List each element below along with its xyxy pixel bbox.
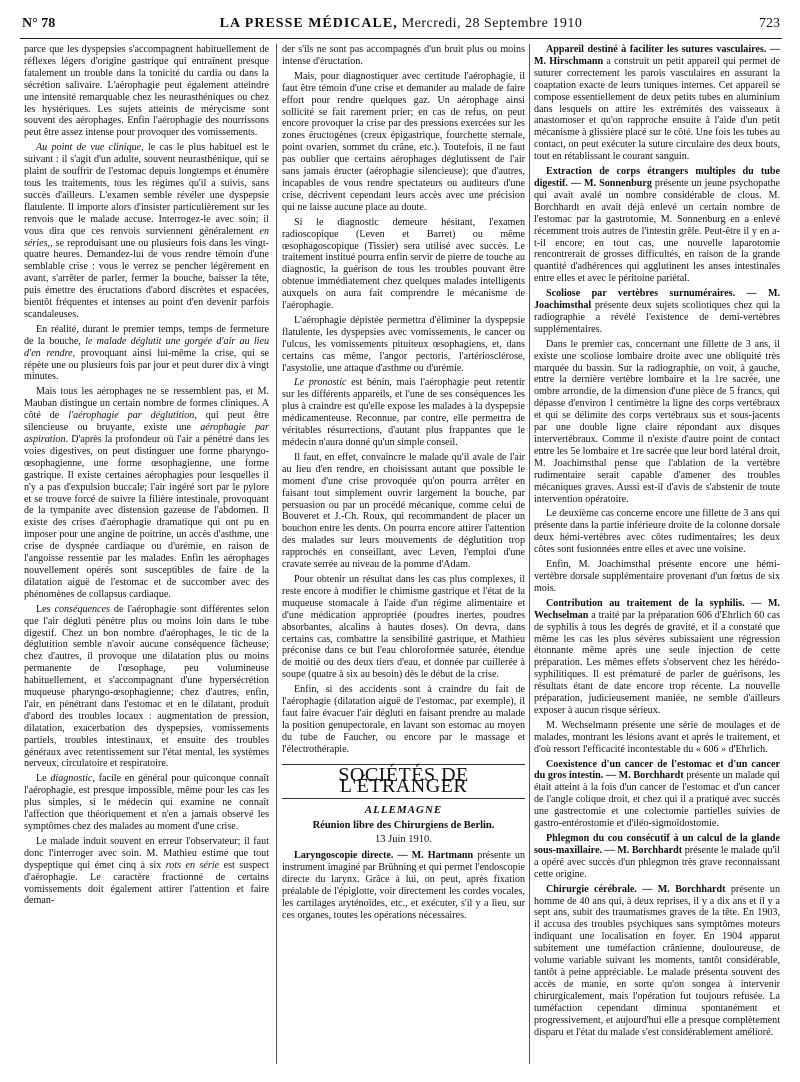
page-header [22, 16, 780, 38]
column-3 [534, 44, 780, 1041]
column-1 [24, 44, 269, 910]
paragraph: Au point de vue clinique, le cas le plus habituel est le suivant : il s'agit d'un adulte, souvent neurasthénique, qui se plaint de souffrir de l'estomac depuis longtemps et énumère tous les traitements, tous les régimes qu'il a suivis, sans succès d'ailleurs. L'examen semble révéler une dyspepsie flatulente. Il importe alors d'insister particulièrement sur les renvois que le malade accuse. Interrogez-le avec soin; il vous dira que ces renvois surviennent généralement en séries,, se reproduisant une ou plusieurs fois dans les vingt-quatre heures. Demandez-lui de vous rendre témoin d'une semblable crise : vous le verrez se pencher légèrement en avant, s'arrêter de parler, fermer la bouche, baisser la tête, puis émettre des éructations d'abord discrètes et espacées, bientôt fréquentes et intenses au point d'en devenir parfois scandaleuses. [24, 142, 269, 320]
paragraph: Appareil destiné à faciliter les sutures vasculaires. — M. Hirschmann a construit un petit appareil qui permet de suturer correctement les parois vasculaires en assurant la coaptation exacte de leurs tuniques internes. Cet appareil se compose essentiellement de deux petits tubes en aluminium dans lesquels on attire les extrémités des vaisseaux à anastomoser et qu'on rapproche ensuite à l'aide d'un petit mécanisme à glissière placé sur le côté. Une fois les tubes au contact, on peut exécuter la suture circulaire des deux bouts, tout en rétablissant le courant sanguin. [534, 44, 780, 163]
paragraph: Si le diagnostic demeure hésitant, l'examen radioscopique (Leven et Barret) ou même œsophagoscopique (Tissier) sera utilisé avec succès. Le traitement institué pourra enfin servir de pierre de touche au diagnostic, la guérison de tous les troubles pouvant être obtenue immédiatement chez quelques malades intelligents auxquels on aura fait comprendre le mécanisme de l'aérophagie. [282, 216, 525, 312]
meeting-heading: Réunion libre des Chirurgiens de Berlin. [312, 820, 495, 832]
column-divider [276, 44, 277, 1064]
paragraph: der s'ils ne sont pas accompagnés d'un bruit plus ou moins intense d'éructation. [282, 44, 525, 67]
paragraph: Mais tous les aérophages ne se ressemblent pas, et M. Mauban distingue un certain nombre de formes cliniques. A côté de l'aérophagie par déglutition, qui peut être silencieuse ou bruyante, existe une aérophagie par aspiration. D'après la profondeur où l'air a pénétré dans les voies digestives, on peut distinguer une forme pharyngo-œsophagienne, une forme œsophagienne, une forme gastrique. Il existe certaines aérophagies pour lesquelles il n'y a pas d'expulsion buccale; l'air ingéré sort par le pylore et se trouve forcé de suivre la filière intestinale, provoquant de la tympanite avec distension gazeuse de l'abdomen. Il existe des crises d'aérophagie dramatique qui ont pu en imposer pour une angine de poitrine, un accès d'asthme, une crise de dyspnée cardiaque ou d'urémie, en raison de l'angoisse ressentie par les malades. Enfin les aérophages nouvellement opérés sont susceptibles de faire de la dilatation aiguë de l'estomac et de succomber avec des phénomènes de collapsus cardiaque. [24, 386, 270, 600]
paragraph: M. Wechselmann présente une série de moulages et de malades, montrant les lésions avant et après le traitement, et d'où ressort l'efficacité incontestable du « 606 » d'Ehrlich. [534, 719, 780, 755]
journal-title-line [22, 16, 780, 32]
issue-date: Mercredi, 28 Septembre 1910 [401, 16, 583, 31]
paragraph: Le malade induit souvent en erreur l'observateur; il faut donc l'interroger avec soin. M. Mathieu estime que tout dyspeptique qui émet cinq à six rots en série est suspect d'aérophagie. Le caractère fractionné de certains vomissements doit également attirer l'attention et faire deman- [24, 835, 269, 907]
meeting-date: 13 Juin 1910. [375, 834, 432, 846]
paragraph: L'aérophagie dépistée permettra d'éliminer la dyspepsie flatulente, les dyspepsies avec vomissements, le cancer ou l'ulcus, les vomissements pituiteux œsophagiens, et, dans certains cas même, l'angor pectoris, l'artériosclérose, l'asystolie, une attaque d'asthme ou d'urémie. [282, 314, 525, 374]
paragraph: Contribution au traitement de la syphilis. — M. Wechselman a traité par la préparation 606 d'Ehrlich 60 cas de syphilis à tous les degrés de gravité, et il a constaté que même les cas les plus sévères subissaient une régression étonnante même après une seule injection de cette préparation. Les mêmes effets s'observent chez les hérédo-syphilitiques. Il est prématuré de parler de guérisons, les résultats étant de date encore trop récente. La nouvelle préparation, judicieusement maniée, ne semble d'ailleurs exposer à aucun risque sérieux. [534, 597, 780, 716]
paragraph: Les conséquences de l'aérophagie sont différentes selon que l'air dégluti pénètre plus ou moins loin dans le tube digestif. Chez un bon nombre d'aérophages, le tic de la déglutition semble n'avoir aucune conséquence fâcheuse; chez d'autres, il provoque une dilatation plus ou moins permanente de l'œsophage, peu volumineuse habituellement, et s'accompagnant d'une hypersécrétion muqueuse pharyngo-œsophagienne; chez d'autres, enfin, l'air, en pénétrant dans l'estomac et en le dilatant, produit d'abord des troubles locaux : augmentation de pression, dilatation, exacerbation des dyspepsies, vomissements partiels, troubles intestinaux, et ensuite des troubles généraux avec retentissement sur l'état mental, les systèmes nerveux, circulatoire et respiratoire. [24, 603, 270, 770]
paragraph: Le pronostic est bénin, mais l'aérophagie peut retentir sur les différents appareils, et l'une de ses conséquences les plus à craindre est qu'elle expose les malades à la dyspepsie médicamenteuse. Reconnue, par contre, elle permettra de véritables résurrections, d'autant plus frappantes que le médecin n'aura donné qu'un simple conseil. [282, 377, 526, 448]
paragraph: Mais, pour diagnostiquer avec certitude l'aérophagie, il faut être témoin d'une crise et demander au malade de faire effort pour rendre quelques gaz. Un aérophage ainsi sollicité se fait rarement prier; en cas de refus, on peut encore provoquer la crise par des pressions exercées sur les zones éructogènes (creux épigastrique, fourchette sternale, point ovarien, sommet du crâne, etc.). Toutefois, il ne faut pas oublier que certains aérophages déglutissent de l'air sans jamais éructer (aérophagie silencieuse); que d'autres, incapables de vous rendre spectateurs ou auditeurs d'une crise, décrivent cependant leurs accès avec une précision qui ne laisse aucune place au doute. [282, 70, 525, 213]
paragraph: Enfin, si des accidents sont à craindre du fait de l'aérophagie (dilatation aiguë de l'estomac, par exemple), il faut faire évacuer l'air dégluti en faisant prendre au malade la position genupectorale, en lavant son estomac au moyen du tube de Faucher, ou encore par le massage et l'électrothérapie. [282, 684, 525, 755]
paragraph: Laryngoscopie directe. — M. Hartmann présente un instrument imaginé par Brühning et qui permet l'endoscopie directe du larynx. Grâce à lui, on peut, après fixation préalable de l'épiglotte, voir directement les cordes vocales, les cartilages aryténoïdes, etc., et exécuter, s'il y a lieu, sur ces organes, toutes les opérations nécessaires. [282, 850, 525, 921]
column-divider [529, 44, 530, 1064]
column-2 [282, 44, 525, 925]
paragraph: Phlegmon du cou consécutif à un calcul de la glande sous-maxillaire. — M. Borchhardt présente le malade qu'il a opéré avec succès d'un phlegmon très grave reconnaissant cette origine. [534, 833, 780, 880]
journal-title: LA PRESSE MÉDICALE, [219, 16, 398, 31]
paragraph: Dans le premier cas, concernant une fillette de 3 ans, il existe une scoliose lombaire droite avec une obliquité très marquée du bassin. Sur la radiographie, on voit, à gauche, entre la dernière vertèbre lombaire et la 1re sacrée, une ombre arrondie, de la dimension d'une pièce de 5 francs, qui dépasse d'environ 1 centimètre la ligne des corps vertébraux et qui se délimite des corps vertébraux sus et sous-jacents par une double ligne claire répondant aux disques intervertébraux. Comme il n'existe d'autre point de contact entre les 5e lombaire et 1re sacrée que leur bord latéral droit, M. Joachimsthal pense que l'ablation de la vertèbre rudimentaire serait capable d'amener des troubles mécaniques graves. Aussi est-il d'avis de s'abstenir de toute intervention opératoire. [534, 338, 780, 505]
paragraph: Coexistence d'un cancer de l'estomac et d'un cancer du gros intestin. — M. Borchhardt présente un malade qui était atteint à la fois d'un cancer de l'estomac et d'un cancer de l'angle colique droit, et chez qui il a pratiqué avec succès une gastrectomie et une colectomie partielles suivies de gastro-entérostomie et d'iléo-sigmoïdostomie. [534, 758, 780, 830]
section-title: SOCIÉTÉS DE L'ÉTRANGER [282, 764, 525, 800]
paragraph: Pour obtenir un résultat dans les cas plus complexes, il reste encore à modifier le chimisme gastrique et l'état de la muqueuse stomacale à l'aide d'un régime alimentaire et d'une médication appropriée (poudres inertes, poudres absorbantes, alcalins à hautes doses). On devra, dans certains cas, combattre la sensibilité gastrique, et Mathieu préconise dans ce but l'eau chloroformée saturée, étendue de moitié ou des deux tiers d'eau, et donnée par cuillerée à soupe (quatre à six au besoin) dès le début de la crise. [282, 573, 525, 681]
issue-number: N° 78 [22, 16, 56, 31]
paragraph: Le deuxième cas concerne encore une fillette de 3 ans qui présente dans la partie inférieure droite de la colonne dorsale deux hémi-vertèbres avec côtes rudimentaires; les deux côtes sont fusionnées entre elles et avec une voisine. [534, 508, 780, 556]
paragraph: parce que les dyspepsies s'accompagnent habituellement de réflexes légers d'origine gastrique qui entraînent presque fatalement un trouble dans la tonicité du cardia ou dans la sécrétion salivaire. L'aérophagie peut également atteindre une intensité remarquable chez les neurasthéniques ou chez les hystériques. Les sujets atteints de mérycisme sont souvent des aérophages. Enfin l'aérophagie des nourrissons peut être assez intense pour provoquer des vomissements. [24, 44, 269, 139]
paragraph: Extraction de corps étrangers multiples du tube digestif. — M. Sonnenburg présente un jeune psychopathe qui avait avalé un nombre considérable de clous. M. Borchhardt en avait déjà enlevé un certain nombre de l'estomac par la gastrotomie, M. Sonnenburg en a enlevé récemment trois autres de l'intestin grêle. Peut-être il y en a-t-il encore; en tout cas, une nouvelle laparotomie rencontrerait de grosses difficultés, en raison de la grande quantité d'adhérences qui agglutinent les anses intestinales entre elles et avec le péritoine pariétal. [534, 166, 781, 285]
paragraph: Chirurgie cérébrale. — M. Borchhardt présente un homme de 40 ans qui, à deux reprises, il y a dix ans et il y a sept ans, subit des traumatismes graves de la tête. En 1903, il accusa des troubles psychiques sans symptômes moteurs indiquant une localisation en foyer. En 1904 apparut subitement une tuméfaction crânienne, douloureuse, de volume variable suivant les moments, tantôt considérable, tantôt à peine appréciable. Le malade présenta souvent des accès de manie, en sorte qu'on songea à intervenir chirurgicalement, mais l'opération fut toujours refusée. La tuméfaction cependant diminua spontanément et progressivement, et aujourd'hui elle a presque complètement disparu et l'état du malade s'est considérablement amélioré. [534, 883, 780, 1038]
country-heading: ALLEMAGNE [364, 804, 443, 817]
paragraph: Scoliose par vertèbres surnuméraires. — M. Joachimsthal présente deux sujets scoliotiques chez qui la radiographie a révélé l'existence de demi-vertèbres supplémentaires. [534, 288, 780, 335]
paragraph: Enfin, M. Joachimsthal présente encore une hémi-vertèbre dorsale supplémentaire provenant d'un fœtus de six mois. [534, 559, 780, 594]
paragraph: Il faut, en effet, convaincre le malade qu'il avale de l'air au lieu d'en rendre, en choisissant autant que possible le moment d'une crise provoquée qu'on pourra arrêter en faisant tout simplement ouvrir largement la bouche, par persuasion ou par un procédé mécanique, comme celui de Bouveret et J.-Ch. Roux, qui recommandent de placer un bouchon entre les dents. On pourra encore attirer l'attention des malades sur leurs mouvements de déglutition trop rapprochés en conseillant, avec Leven, l'emploi d'une cravate serrée au niveau de la pomme d'Adam. [282, 451, 525, 571]
paragraph: Le diagnostic, facile en général pour quiconque connaît l'aérophagie, est presque impossible, même pour les cas les plus simples, si le médecin qui examine ne connaît l'affection que théoriquement et n'en a jamais observé les symptômes chez des malades au moment d'une crise. [24, 773, 269, 832]
header-rule [20, 38, 782, 39]
page-number: 723 [759, 16, 780, 31]
paragraph: En réalité, durant le premier temps, temps de fermeture de la bouche, le malade déglutit une gorgée d'air au lieu d'en rendre, provoquant ainsi lui-même la crise, qui se répète une ou plusieurs fois par jour et peut durer dix à vingt minutes. [24, 323, 270, 383]
